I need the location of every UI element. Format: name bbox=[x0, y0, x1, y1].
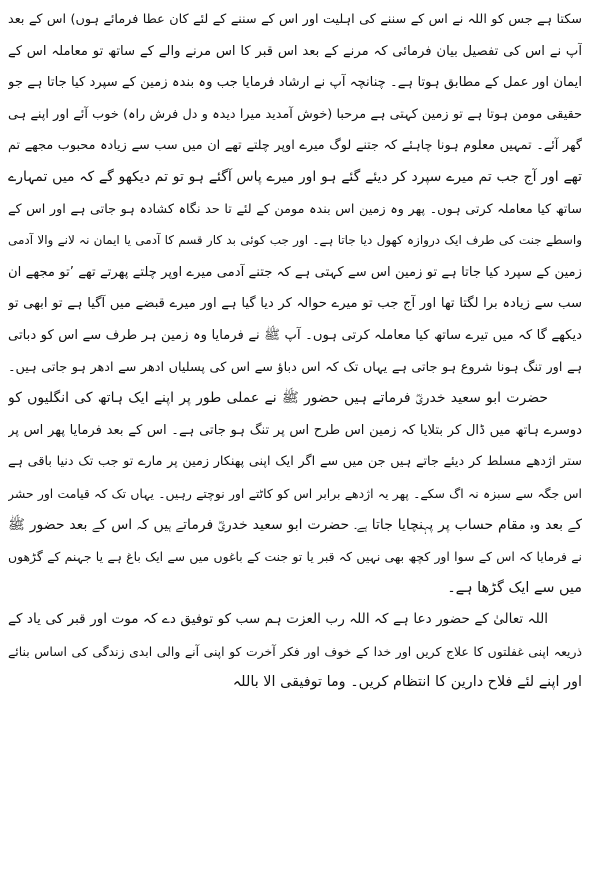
paragraph-grave-narration bbox=[8, 4, 582, 383]
text-line: حقیقی مومن ہوتا ہے تو زمین کہتی ہے مرحبا (خوش آمدید میرا دیدہ و دل فرش راہ) خوب آئے اور اپنے ہی bbox=[8, 106, 582, 122]
paragraph-abu-saeed-narration bbox=[8, 383, 582, 604]
text-line: اس جگہ سے سبزہ نہ اگ سکے۔ پھر یہ اژدھے برابر اس کو کاٹتے اور نوچتے رہیں۔ یہاں تک کہ قیامت اور حشر bbox=[8, 485, 582, 501]
text-line: میں سے ایک گڑھا ہے۔ bbox=[447, 579, 582, 596]
text-line: ستر اژدھے مسلط کر دیئے جاتے ہیں جن میں سے اگر ایک اپنی پھنکار زمین پر مارے تو جب تک دنیا باقی ہے bbox=[8, 454, 582, 470]
text-line: حضرت ابو سعید خدریؓ فرماتے ہیں حضور ﷺ نے عملی طور پر اپنے ایک ہاتھ کی انگلیوں کو bbox=[8, 390, 548, 407]
text-line: دوسرے ہاتھ میں ڈال کر بتلایا کہ زمین اس طرح اس پر تنگ ہو جاتی ہے۔ اس کے بعد فرمایا پھر اس پر bbox=[8, 422, 582, 438]
text-line: آپ نے اس کی تفصیل بیان فرمائی کہ مرنے کے بعد اس قبر کا اس مرنے والے کے ساتھ تو معاملہ اس کے bbox=[8, 43, 582, 59]
text-line: اللہ تعالیٰ کے حضور دعا ہے کہ اللہ رب العزت ہم سب کو توفیق دے کہ موت اور قبر کی یاد کے bbox=[8, 611, 548, 628]
text-line: گھر آئے۔ تمہیں معلوم ہونا چاہئے کہ جتنے لوگ میرے اوپر چلتے تھے ان میں سب سے زیادہ محبوب مجھے تم bbox=[8, 138, 582, 154]
paragraph-closing-prayer bbox=[8, 604, 582, 699]
text-line: زمین کے سپرد کیا جاتا ہے تو زمین اس سے کہتی ہے کہ جتنے آدمی میرے اوپر چلتے پھرتے تھے ’تو مجھے ان bbox=[8, 264, 582, 280]
text-line: سکتا ہے جس کو اللہ نے اس کے سننے کی اہلیت اور اس کے سننے کے لئے کان عطا فرمائے ہوں) اس کے بعد bbox=[8, 12, 582, 27]
text-line: ذریعہ اپنی غفلتوں کا علاج کریں اور خدا کے خوف اور فکر آخرت کو اپنی آنے والی ابدی زندگی کی اساس بنائے bbox=[8, 643, 582, 659]
text-line: نے فرمایا کہ اس کے سوا اور کچھ بھی نہیں کہ قبر یا تو جنت کے باغوں میں سے ایک باغ ہے یا جہنم کے گڑھوں bbox=[8, 549, 582, 565]
text-line: تھے اور آج جب تم میرے سپرد کر دیئے گئے ہو اور میرے پاس آگئے ہو تو تم دیکھو گے کہ میں تمہارے bbox=[8, 168, 582, 185]
text-line: ایمان اور عمل کے مطابق ہوتا ہے۔ چنانچہ آپ نے ارشاد فرمایا جب وہ بندہ زمین کے سپرد کیا جاتا ہے جو bbox=[8, 75, 582, 91]
text-line: اور اپنے لئے فلاح دارین کا انتظام کریں۔ وما توفیقی الا باللہ bbox=[232, 674, 582, 691]
text-line: ہے اور تنگ ہونا شروع ہو جاتی ہے یہاں تک کہ اس دباؤ سے اس کی پسلیاں ادھر سے ادھر ہو جاتی ہیں۔ bbox=[8, 359, 582, 375]
text-line: کے بعد وہ مقام حساب پر پہنچایا جاتا ہے۔ حضرت ابو سعید خدریؓ فرماتے ہیں کہ اس کے بعد حضور ﷺ bbox=[8, 516, 582, 533]
text-line: دیکھے گا کہ میں تیرے ساتھ کیا معاملہ کرتی ہوں۔ آپ ﷺ نے فرمایا وہ زمین ہر طرف سے اس کو دباتی bbox=[8, 327, 582, 343]
text-line: واسطے جنت کی طرف ایک دروازہ کھول دیا جاتا ہے۔ اور جب کوئی بد کار قسم کا آدمی یا ایمان نہ لانے والا آدمی bbox=[8, 233, 582, 248]
text-line: سب سے زیادہ برا لگتا تھا اور آج جب تو میرے حوالہ کر دیا گیا ہے اور میرے قبضے میں آگیا ہے تو ابھی تو bbox=[8, 296, 582, 312]
text-line: ساتھ کیا معاملہ کرتی ہوں۔ پھر وہ زمین اس بندہ مومن کے لئے تا حد نگاہ کشادہ ہو جاتی ہے اور اس کے bbox=[8, 201, 582, 217]
